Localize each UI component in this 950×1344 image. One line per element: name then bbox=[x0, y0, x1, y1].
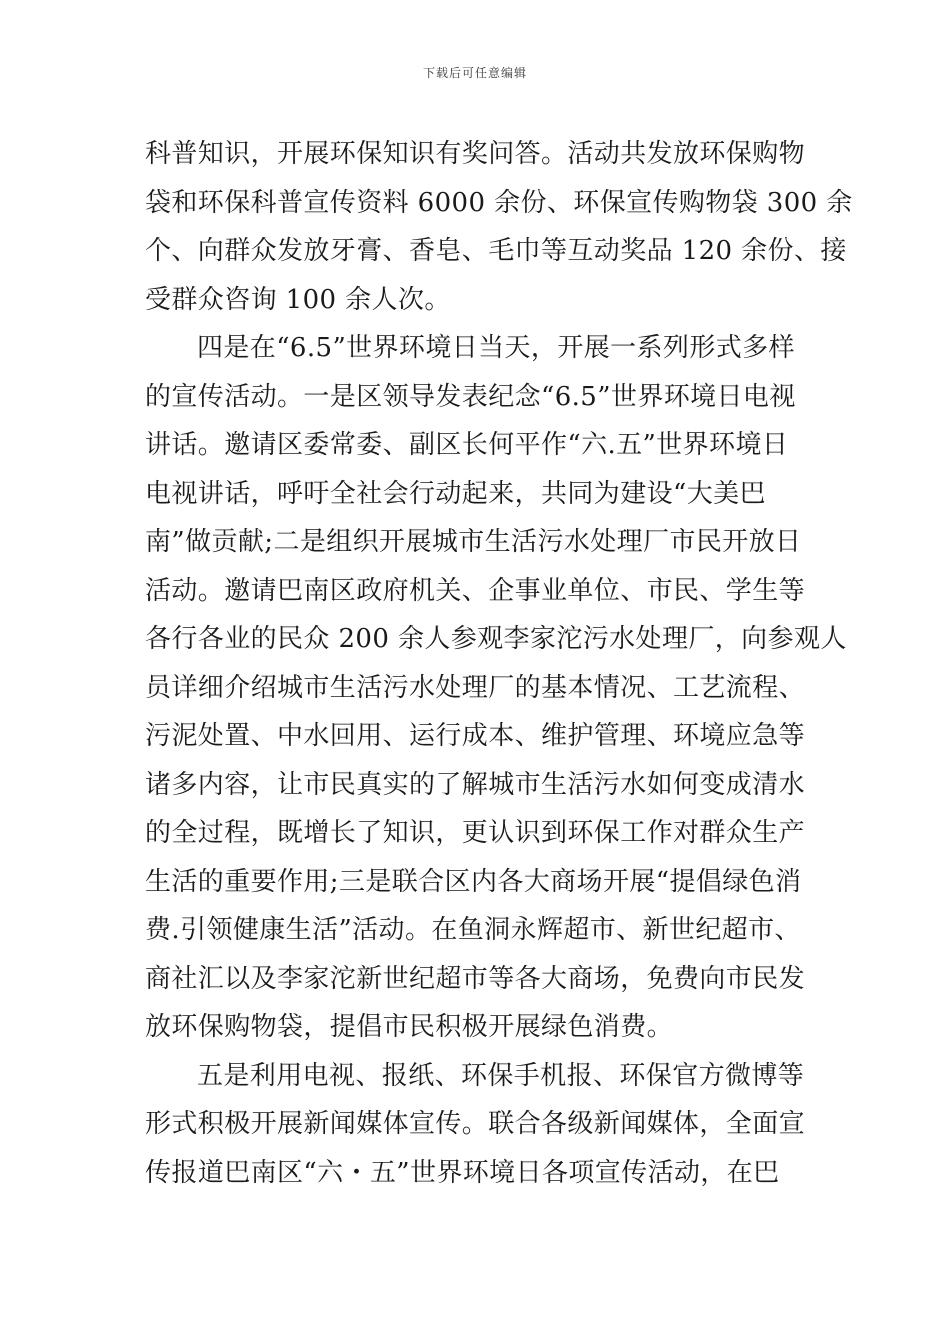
text-line: 袋和环保科普宣传资料 6000 余份、环保宣传购物袋 300 余 bbox=[145, 187, 853, 218]
text-line: 员详细介绍城市生活污水处理厂的基本情况、工艺流程、 bbox=[145, 672, 806, 703]
paragraph bbox=[145, 1052, 805, 1198]
text-line: 的宣传活动。一是区领导发表纪念“6.5”世界环境日电视 bbox=[145, 381, 796, 412]
text-line: 五是利用电视、报纸、环保手机报、环保官方微博等 bbox=[197, 1060, 805, 1091]
text-line: 个、向群众发放牙膏、香皂、毛巾等互动奖品 120 余份、接 bbox=[145, 236, 847, 266]
text-line: 污泥处置、中水回用、运行成本、维护管理、环境应急等 bbox=[145, 721, 806, 751]
text-line: 四是在“6.5”世界环境日当天，开展一系列形式多样 bbox=[197, 333, 795, 363]
text-line: 讲话。邀请区委常委、副区长何平作“六.五”世界环境日 bbox=[145, 430, 789, 460]
text-line: 形式积极开展新闻媒体宣传。联合各级新闻媒体，全面宣 bbox=[145, 1109, 806, 1139]
text-line: 生活的重要作用;三是联合区内各大商场开展“提倡绿色消 bbox=[145, 866, 802, 897]
text-line: 电视讲话，呼吁全社会行动起来，共同为建设“大美巴 bbox=[145, 478, 766, 509]
paragraph bbox=[145, 130, 853, 324]
document-body bbox=[145, 130, 853, 1197]
text-line: 放环保购物袋，提倡市民积极开展绿色消费。 bbox=[145, 1012, 674, 1042]
paragraph bbox=[145, 324, 847, 1052]
text-line: 传报道巴南区“六・五”世界环境日各项宣传活动，在巴 bbox=[145, 1157, 780, 1188]
text-line: 活动。邀请巴南区政府机关、企事业单位、市民、学生等 bbox=[145, 575, 806, 606]
text-line: 南”做贡献;二是组织开展城市生活污水处理厂市民开放日 bbox=[145, 527, 802, 557]
text-line: 商社汇以及李家沱新世纪超市等各大商场，免费向市民发 bbox=[145, 963, 806, 994]
text-line: 诸多内容，让市民真实的了解城市生活污水如何变成清水 bbox=[145, 769, 806, 800]
text-line: 科普知识，开展环保知识有奖问答。活动共发放环保购物 bbox=[145, 139, 806, 169]
text-line: 受群众咨询 100 余人次。 bbox=[145, 284, 451, 315]
page-header: 下载后可任意编辑 bbox=[422, 66, 527, 80]
text-line: 的全过程，既增长了知识，更认识到环保工作对群众生产 bbox=[145, 818, 806, 848]
text-line: 各行各业的民众 200 余人参观李家沱污水处理厂，向参观人 bbox=[145, 624, 847, 654]
text-line: 费.引领健康生活”活动。在鱼洞永辉超市、新世纪超市、 bbox=[145, 915, 801, 945]
